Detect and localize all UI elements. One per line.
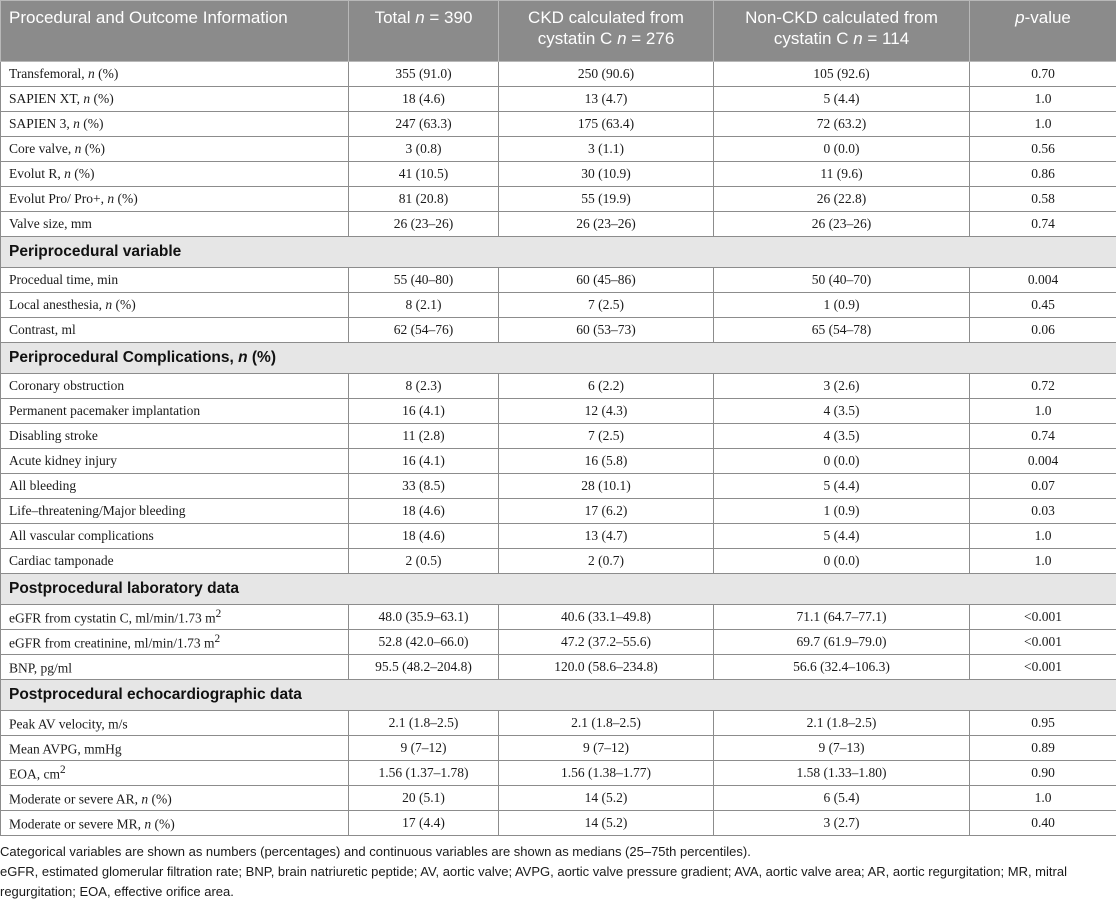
- section-header-periprocedural: Periprocedural variable: [1, 237, 1116, 268]
- table-row: eGFR from creatinine, ml/min/1.73 $m^2$ 52.8 (42.0–66.0) 47.2 (37.2–55.6) 69.7 (61.9–79.0) <0.001: [1, 630, 1116, 655]
- footnote-line-2: eGFR, estimated glomerular filtration rate; BNP, brain natriuretic peptide; AV, aortic valve; AVPG, aortic valve pressure gradient; AVA, aortic valve area; AR, aortic regurgitation; MR, mitral regurgitation; EOA, effective orifice area.: [0, 864, 1067, 899]
- table-row: Evolut Pro/ Pro+, n (%) 81 (20.8) 55 (19.9) 26 (22.8) 0.58: [1, 187, 1116, 212]
- table-row: Valve size, mm 26 (23–26) 26 (23–26) 26 (23–26) 0.74: [1, 212, 1116, 237]
- table-row: Life–threatening/Major bleeding 18 (4.6) 17 (6.2) 1 (0.9) 0.03: [1, 499, 1116, 524]
- table-row: SAPIEN 3, n (%) 247 (63.3) 175 (63.4) 72 (63.2) 1.0: [1, 112, 1116, 137]
- table-row: Moderate or severe AR, n (%) 20 (5.1) 14 (5.2) 6 (5.4) 1.0: [1, 786, 1116, 811]
- table-row: Coronary obstruction 8 (2.3) 6 (2.2) 3 (2.6) 0.72: [1, 374, 1116, 399]
- table-row: All bleeding 33 (8.5) 28 (10.1) 5 (4.4) 0.07: [1, 474, 1116, 499]
- header-nonckd: Non-CKD calculated from cystatin C n = 114: [714, 1, 970, 62]
- table-row: Contrast, ml 62 (54–76) 60 (53–73) 65 (54–78) 0.06: [1, 318, 1116, 343]
- table-row: Procedual time, min 55 (40–80) 60 (45–86) 50 (40–70) 0.004: [1, 268, 1116, 293]
- table-row: BNP, pg/ml 95.5 (48.2–204.8) 120.0 (58.6–234.8) 56.6 (32.4–106.3) <0.001: [1, 655, 1116, 680]
- table-header: [1, 1, 1116, 62]
- section-header-echo: Postprocedural echocardiographic data: [1, 680, 1116, 711]
- table-row: Core valve, n (%) 3 (0.8) 3 (1.1) 0 (0.0) 0.56: [1, 137, 1116, 162]
- table-row: SAPIEN XT, n (%) 18 (4.6) 13 (4.7) 5 (4.4) 1.0: [1, 87, 1116, 112]
- table-row: Local anesthesia, n (%) 8 (2.1) 7 (2.5) 1 (0.9) 0.45: [1, 293, 1116, 318]
- header-total: Total n = 390: [349, 1, 499, 62]
- footnote-line-1: Categorical variables are shown as numbers (percentages) and continuous variables are shown as medians (25–75th percentiles).: [0, 844, 751, 859]
- table-row: All vascular complications 18 (4.6) 13 (4.7) 5 (4.4) 1.0: [1, 524, 1116, 549]
- table-row: Permanent pacemaker implantation 16 (4.1) 12 (4.3) 4 (3.5) 1.0: [1, 399, 1116, 424]
- header-pvalue: p-value: [970, 1, 1116, 62]
- header-ckd: CKD calculated from cystatin C n = 276: [499, 1, 714, 62]
- section-header-laboratory: Postprocedural laboratory data: [1, 574, 1116, 605]
- table-row: Evolut R, n (%) 41 (10.5) 30 (10.9) 11 (9.6) 0.86: [1, 162, 1116, 187]
- table-row: Mean AVPG, mmHg 9 (7–12) 9 (7–12) 9 (7–13) 0.89: [1, 736, 1116, 761]
- table-row: Cardiac tamponade 2 (0.5) 2 (0.7) 0 (0.0) 1.0: [1, 549, 1116, 574]
- table-row: Disabling stroke 11 (2.8) 7 (2.5) 4 (3.5) 0.74: [1, 424, 1116, 449]
- header-info: Procedural and Outcome Information: [1, 1, 349, 62]
- table-row: Acute kidney injury 16 (4.1) 16 (5.8) 0 (0.0) 0.004: [1, 449, 1116, 474]
- section-header-complications: Periprocedural Complications, n (%): [1, 343, 1116, 374]
- table-footnotes: [0, 842, 1110, 902]
- table-row: Peak AV velocity, m/s 2.1 (1.8–2.5) 2.1 (1.8–2.5) 2.1 (1.8–2.5) 0.95: [1, 711, 1116, 736]
- table-row: Moderate or severe MR, n (%) 17 (4.4) 14 (5.2) 3 (2.7) 0.40: [1, 811, 1116, 836]
- table-row: EOA, $cm^2$ 1.56 (1.37–1.78) 1.56 (1.38–1.77) 1.58 (1.33–1.80) 0.90: [1, 761, 1116, 786]
- table-row: Transfemoral, n (%) 355 (91.0) 250 (90.6) 105 (92.6) 0.70: [1, 62, 1116, 87]
- table-row: eGFR from cystatin C, ml/min/1.73 $m^2$ 48.0 (35.9–63.1) 40.6 (33.1–49.8) 71.1 (64.7–77.1) <0.001: [1, 605, 1116, 630]
